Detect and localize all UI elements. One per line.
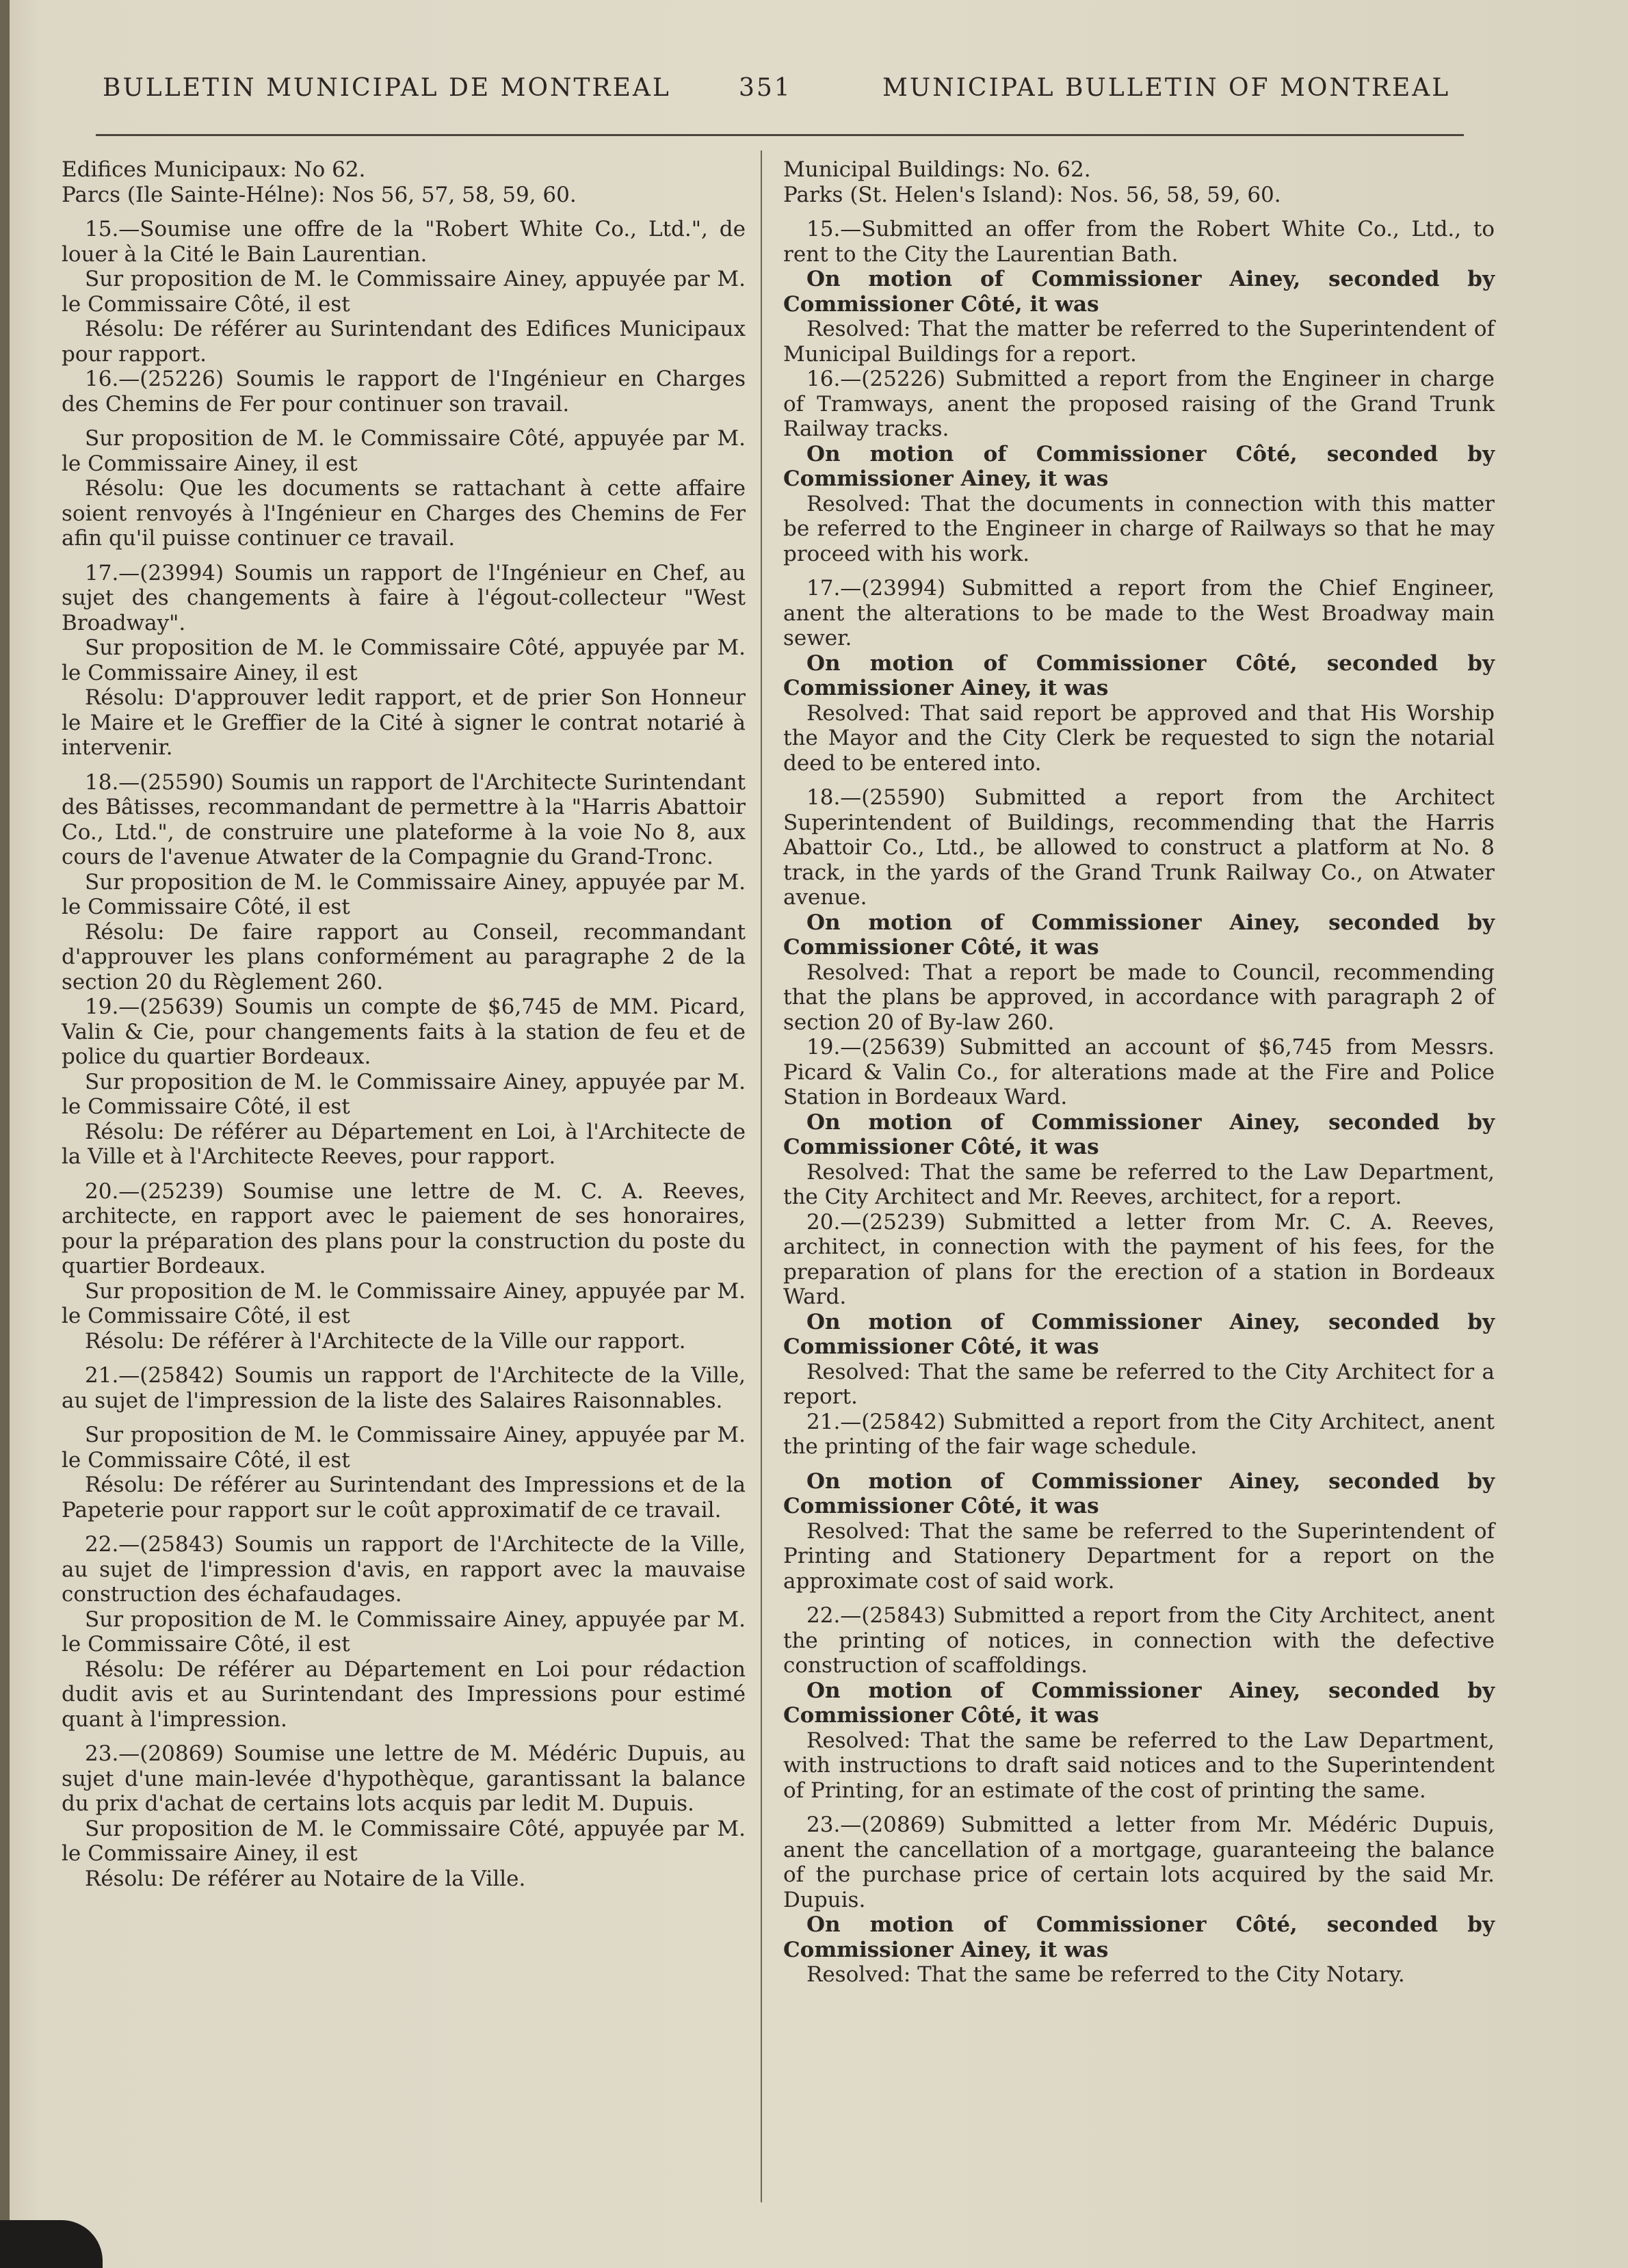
french-paragraph: Résolu: Que les documents se rattachant à cette affaire soient renvoyés à l'Ingénieur en Charges des Chemins de Fer afin qu'il puisse continuer ce travail. <box>62 476 746 551</box>
page-corner-shadow <box>0 2220 103 2268</box>
english-paragraph: Municipal Buildings: No. 62. <box>783 157 1091 182</box>
english-paragraph: On motion of Commissioner Côté, seconded by Commissioner Ainey, it was <box>783 1912 1495 1962</box>
french-paragraph: Sur proposition de M. le Commissaire Ainey, appuyée par M. le Commissaire Côté, il est <box>62 1278 746 1328</box>
header-french-title: BULLETIN MUNICIPAL DE MONTREAL <box>103 74 671 102</box>
english-paragraph: Resolved: That the matter be referred to the Superintendent of Municipal Buildings for a report. <box>783 317 1495 367</box>
english-paragraph: Resolved: That the same be referred to the Superintendent of Printing and Stationery Department for a report on the approximate cost of said work. <box>783 1518 1495 1594</box>
english-column <box>783 157 1495 1988</box>
french-paragraph: 19.—(25639) Soumis un compte de $6,745 de MM. Picard, Valin & Cie, pour changements faits à la station de feu et de police du quartier Bordeaux. <box>62 994 746 1069</box>
english-paragraph: Resolved: That the same be referred to the Law Department, the City Architect and Mr. Reeves, architect, for a report. <box>783 1159 1495 1209</box>
english-paragraph: Parks (St. Helen's Island): Nos. 56, 58, 59, 60. <box>783 182 1281 207</box>
english-paragraph: On motion of Commissioner Ainey, seconded by Commissioner Côté, it was <box>783 1468 1495 1518</box>
french-paragraph: 15.—Soumise une offre de la "Robert White Co., Ltd.", de louer à la Cité le Bain Laurentian. <box>62 217 746 267</box>
english-paragraph: On motion of Commissioner Ainey, seconded by Commissioner Côté, it was <box>783 910 1495 960</box>
english-paragraph: 20.—(25239) Submitted a letter from Mr. C. A. Reeves, architect, in connection with the payment of his fees, for the preparation of plans for the erection of a station in Bordeaux Ward. <box>783 1209 1495 1309</box>
english-paragraph: On motion of Commissioner Ainey, seconded by Commissioner Côté, it was <box>783 1109 1495 1159</box>
french-column <box>62 157 746 1891</box>
english-paragraph: Resolved: That the same be referred to the City Architect for a report. <box>783 1359 1495 1409</box>
french-paragraph: Sur proposition de M. le Commissaire Ainey, appuyée par M. le Commissaire Côté, il est <box>62 1607 746 1657</box>
french-paragraph: 18.—(25590) Soumis un rapport de l'Architecte Surintendant des Bâtisses, recommandant de permettre à la "Harris Abattoir Co., Ltd.", de construire une plateforme à la voie No 8, aux cours de l'avenue Atwater de la Compagnie du Grand-Tronc. <box>62 769 746 869</box>
english-paragraph: 23.—(20869) Submitted a letter from Mr. Médéric Dupuis, anent the cancellation of a mortgage, guaranteeing the balance of the purchase price of certain lots acquired by the said Mr. Dupuis. <box>783 1812 1495 1912</box>
french-paragraph: 17.—(23994) Soumis un rapport de l'Ingénieur en Chef, au sujet des changements à faire à l'égout-collecteur "West Broadway". <box>62 560 746 635</box>
english-paragraph: 19.—(25639) Submitted an account of $6,745 from Messrs. Picard & Valin Co., for alterations made at the Fire and Police Station in Bordeaux Ward. <box>783 1035 1495 1109</box>
english-paragraph: Resolved: That the same be referred to the City Notary. <box>806 1962 1405 1987</box>
french-paragraph: 21.—(25842) Soumis un rapport de l'Architecte de la Ville, au sujet de l'impression de la liste des Salaires Raisonnables. <box>62 1363 746 1413</box>
french-paragraph: Sur proposition de M. le Commissaire Côté, appuyée par M. le Commissaire Ainey, il est <box>62 426 746 476</box>
column-divider <box>761 150 762 2202</box>
french-paragraph: Résolu: De référer à l'Architecte de la Ville our rapport. <box>85 1328 686 1354</box>
french-paragraph: Sur proposition de M. le Commissaire Ainey, appuyée par M. le Commissaire Côté, il est <box>62 1423 746 1473</box>
french-paragraph: Parcs (Ile Sainte-Hélne): Nos 56, 57, 58, 59, 60. <box>62 182 577 207</box>
english-paragraph: On motion of Commissioner Côté, seconded by Commissioner Ainey, it was <box>783 441 1495 491</box>
english-paragraph: Resolved: That the documents in connection with this matter be referred to the Engineer in charge of Railways so that he may proceed with his work. <box>783 491 1495 566</box>
page-binding-edge <box>0 0 10 2268</box>
french-paragraph: Résolu: De référer au Notaire de la Ville. <box>85 1866 526 1891</box>
header-english-title: MUNICIPAL BULLETIN OF MONTREAL <box>882 74 1451 102</box>
french-paragraph: 16.—(25226) Soumis le rapport de l'Ingénieur en Charges des Chemins de Fer pour continuer son travail. <box>62 367 746 417</box>
english-paragraph: Resolved: That a report be made to Council, recommending that the plans be approved, in accordance with paragraph 2 of section 20 of By-law 260. <box>783 960 1495 1035</box>
english-paragraph: Resolved: That the same be referred to the Law Department, with instructions to draft said notices and to the Superintendent of Printing, for an estimate of the cost of printing the same. <box>783 1728 1495 1803</box>
english-paragraph: 22.—(25843) Submitted a report from the City Architect, anent the printing of notices, in connection with the defective construction of scaffoldings. <box>783 1603 1495 1678</box>
french-paragraph: Edifices Municipaux: No 62. <box>62 157 366 182</box>
french-paragraph: Sur proposition de M. le Commissaire Côté, appuyée par M. le Commissaire Ainey, il est <box>62 635 746 685</box>
english-paragraph: Resolved: That said report be approved and that His Worship the Mayor and the City Clerk be requested to sign the notarial deed to be entered into. <box>783 700 1495 776</box>
english-paragraph: On motion of Commissioner Ainey, seconded by Commissioner Côté, it was <box>783 267 1495 317</box>
page-header <box>103 74 1457 122</box>
french-paragraph: Résolu: D'approuver ledit rapport, et de prier Son Honneur le Maire et le Greffier de la Cité à signer le contrat notarié à intervenir. <box>62 685 746 760</box>
english-paragraph: 15.—Submitted an offer from the Robert White Co., Ltd., to rent to the City the Laurentian Bath. <box>783 217 1495 267</box>
english-paragraph: On motion of Commissioner Côté, seconded by Commissioner Ainey, it was <box>783 650 1495 700</box>
french-paragraph: 23.—(20869) Soumise une lettre de M. Médéric Dupuis, au sujet d'une main-levée d'hypothèque, garantissant la balance du prix d'achat de certains lots acquis par ledit M. Dupuis. <box>62 1741 746 1816</box>
english-paragraph: On motion of Commissioner Ainey, seconded by Commissioner Côté, it was <box>783 1678 1495 1728</box>
french-paragraph: Résolu: De référer au Surintendant des Edifices Municipaux pour rapport. <box>62 317 746 367</box>
french-paragraph: 20.—(25239) Soumise une lettre de M. C. A. Reeves, architecte, en rapport avec le paiement de ses honoraires, pour la préparation des plans pour la construction du poste du quartier Bordeaux. <box>62 1178 746 1278</box>
english-paragraph: On motion of Commissioner Ainey, seconded by Commissioner Côté, it was <box>783 1309 1495 1359</box>
french-paragraph: Sur proposition de M. le Commissaire Côté, appuyée par M. le Commissaire Ainey, il est <box>62 1816 746 1866</box>
english-paragraph: 21.—(25842) Submitted a report from the City Architect, anent the printing of the fair wage schedule. <box>783 1409 1495 1459</box>
english-paragraph: 17.—(23994) Submitted a report from the Chief Engineer, anent the alterations to be made to the West Broadway main sewer. <box>783 576 1495 650</box>
french-paragraph: Sur proposition de M. le Commissaire Ainey, appuyée par M. le Commissaire Côté, il est <box>62 1069 746 1119</box>
french-paragraph: Résolu: De faire rapport au Conseil, recommandant d'approuver les plans conformément au paragraphe 2 de la section 20 du Règlement 260. <box>62 919 746 994</box>
english-paragraph: 16.—(25226) Submitted a report from the Engineer in charge of Tramways, anent the proposed raising of the Grand Trunk Railway tracks. <box>783 367 1495 441</box>
french-paragraph: Sur proposition de M. le Commissaire Ainey, appuyée par M. le Commissaire Côté, il est <box>62 267 746 317</box>
header-rule <box>96 134 1464 136</box>
page-number: 351 <box>739 74 792 102</box>
english-paragraph: 18.—(25590) Submitted a report from the Architect Superintendent of Buildings, recommending that the Harris Abattoir Co., Ltd., be allowed to construct a platform at No. 8 track, in the yards of the Grand Trunk Railway Co., on Atwater avenue. <box>783 785 1495 910</box>
french-paragraph: 22.—(25843) Soumis un rapport de l'Architecte de la Ville, au sujet de l'impression d'avis, en rapport avec la mauvaise construction des échafaudages. <box>62 1532 746 1607</box>
french-paragraph: Sur proposition de M. le Commissaire Ainey, appuyée par M. le Commissaire Côté, il est <box>62 869 746 919</box>
french-paragraph: Résolu: De référer au Département en Loi pour rédaction dudit avis et au Surintendant des Impressions pour estimé quant à l'impression. <box>62 1657 746 1732</box>
french-paragraph: Résolu: De référer au Surintendant des Impressions et de la Papeterie pour rapport sur le coût approximatif de ce travail. <box>62 1473 746 1522</box>
french-paragraph: Résolu: De référer au Département en Loi, à l'Architecte de la Ville et à l'Architecte Reeves, pour rapport. <box>62 1119 746 1169</box>
